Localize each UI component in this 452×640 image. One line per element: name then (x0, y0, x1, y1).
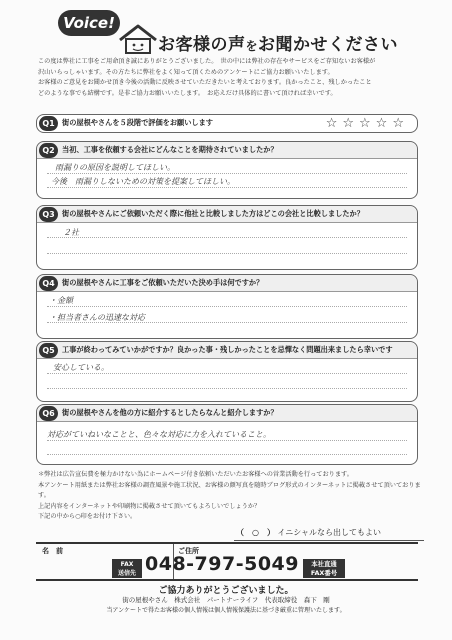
rating-stars[interactable]: ☆☆☆☆☆ (325, 116, 409, 131)
intro-text: この度は弊社に工事をご用命頂き誠にありがとうございました。 世の中には弊社の存在やサービスをご存知ないお客様が 沢山いらっしゃいます。その方たちに弊社をよく知って頂くためのアンケートにご協力お願いいたします。 お客様のご意見をお聞かせ頂き今後の活動に反映させていただきたいと考えております。良かったこと、残しかったこと どのような事でも結構です。是非ご協力お願いいたします。 お応えだけ具体的に書いて頂ければ幸いです。 (38, 58, 376, 97)
answer-line: ・担当者さんの迅速な対応 (49, 313, 145, 322)
question-5 (36, 341, 418, 402)
question-text: 工事が終わってみていかがですか？良かった事・残しかったことを忌憚なく問題出来ましたら幸いです (62, 345, 393, 354)
fax-icon: FAX 送信先 (112, 559, 142, 578)
question-header (37, 342, 417, 359)
question-1 (36, 114, 418, 133)
answer-line: 今後 雨漏りしないための対策を提案してほしい。 (51, 177, 235, 186)
question-header (37, 206, 417, 223)
answer-line: ・金額 (49, 296, 73, 305)
question-number: Q6 (39, 406, 58, 421)
question-header (37, 405, 417, 422)
question-text: 街の屋根やさんを５段階で評価をお願いします (62, 118, 213, 127)
question-header (37, 275, 417, 292)
answer-line: 雨漏りの原因を説明してほしい。 (55, 163, 175, 172)
question-6 (36, 404, 418, 465)
selected-circle: （ ○ ） (236, 528, 275, 537)
question-text: 街の屋根やさんを他の方に紹介するとしたらなんと紹介しますか？ (62, 408, 278, 417)
notes-text: ＊弊社は広告宣伝費を極力かけない為にホームページ付き依頼いただいたお客様への営業活動を行っております。 本アンケート用紙または弊社お客様の調査風景や施工状況、お客様の顔写真を随時ブログ形式のインターネットに掲載させて頂いております。 上記内容をインターネットや印刷物に掲載させて頂いてもよろしいでしょうか？ 下記の中から○印をお付け下さい。 (38, 471, 421, 521)
question-number: Q4 (39, 276, 58, 291)
initial-label: イニシャルなら出してもよい (277, 528, 382, 537)
fax-direct-badge: 本社直通 FAX番号 (303, 559, 345, 578)
answer-line: 安心している。 (53, 363, 109, 372)
privacy-note: 当アンケートで得たお客様の個人情報は個人情報保護法に基づき厳重に管理いたします。 (106, 607, 346, 614)
answer-line: 対応がていねいなことと、色々な対応に力を入れていること。 (47, 430, 271, 439)
thanks-text: ご協力ありがとうございました。 (158, 586, 294, 596)
company-info: 街の屋根やさん 株式会社 パートナーライフ 代表取締役 森下 剛 (122, 596, 330, 604)
question-number: Q1 (39, 116, 58, 131)
question-4 (36, 274, 418, 339)
question-3 (36, 205, 418, 270)
initial-consent-option[interactable] (236, 527, 381, 538)
address-label: ご住所 (178, 547, 199, 555)
fax-number: 048-797-5049 (145, 553, 299, 575)
divider (234, 540, 424, 541)
house-icon (118, 24, 158, 54)
voice-badge: Voice! (58, 10, 120, 36)
question-number: Q2 (39, 143, 58, 158)
question-number: Q5 (39, 343, 58, 358)
answer-line: ２社 (63, 228, 79, 237)
page-title: お客様の声をお聞かせください (158, 35, 399, 55)
question-text: 当初、工事を依頼する会社にどんなことを期待されていましたか？ (62, 145, 278, 154)
question-number: Q3 (39, 207, 58, 222)
question-text: 街の屋根やさんにご依頼いただく際に他社と比較しました方はどこの会社と比較しましたか？ (62, 209, 364, 218)
question-2 (36, 141, 418, 199)
name-label: 名 前 (42, 547, 63, 555)
question-header (37, 142, 417, 159)
question-text: 街の屋根やさんに工事をご依頼いただいた決め手は何ですか？ (62, 278, 264, 287)
